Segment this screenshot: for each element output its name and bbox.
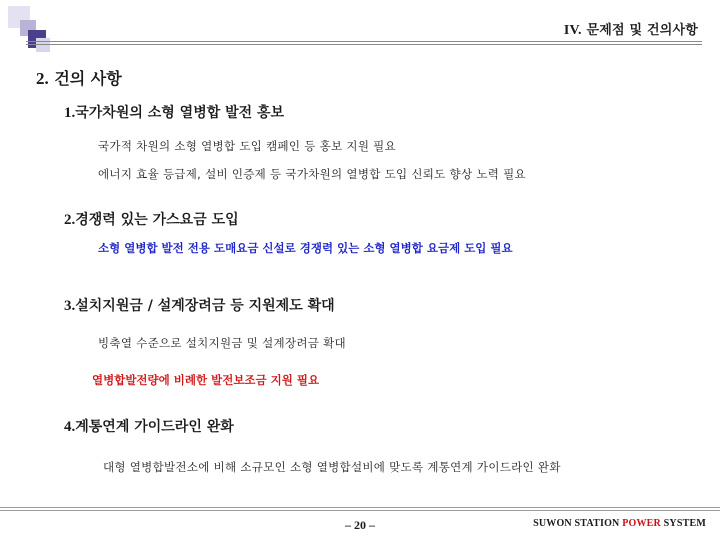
footer-brand (533, 518, 706, 529)
item-number: 3. (64, 298, 76, 314)
item-number: 2. (64, 212, 76, 228)
item-line: 빙축열 수준으로 설치지원금 및 설계장려금 확대 (98, 336, 346, 350)
header-divider (26, 41, 702, 42)
item-heading (64, 416, 234, 436)
item-title: 계통연계 가이드라인 완화 (75, 419, 234, 435)
item-line: 국가적 차원의 소형 열병합 도입 캠페인 등 홍보 지원 필요 (98, 139, 397, 153)
brand-text-2: SYSTEM (660, 518, 706, 529)
item-number: 4. (64, 419, 76, 435)
item-line: 대형 열병합발전소에 비해 소규모인 소형 열병합설비에 맞도록 계통연계 가이드라인 완화 (103, 460, 561, 474)
page-header-title (564, 19, 698, 39)
page-number: – 20 – (345, 518, 375, 532)
item-line: 에너지 효율 등급제, 설비 인증제 등 국가차원의 열병합 도입 신뢰도 향상 노력 필요 (98, 167, 526, 181)
item-line-highlight: 열병합발전량에 비례한 발전보조금 지원 필요 (92, 373, 320, 387)
item-heading (64, 209, 239, 229)
brand-text-accent: POWER (622, 518, 661, 529)
section-title-text: 건의 사항 (54, 69, 122, 88)
header-title-text: 문제점 및 건의사항 (586, 23, 698, 38)
item-number: 1. (64, 105, 76, 121)
header-roman-numeral: IV. (563, 23, 582, 38)
item-line-highlight: 소형 열병합 발전 전용 도매요금 신설로 경쟁력 있는 소형 열병합 요금제 도입 필요 (98, 241, 513, 255)
section-title (36, 66, 122, 89)
footer-divider (0, 510, 720, 511)
section-number: 2. (36, 69, 49, 88)
item-title: 경쟁력 있는 가스요금 도입 (75, 212, 239, 228)
brand-text-1: SUWON STATION (533, 518, 623, 529)
item-heading (64, 102, 284, 122)
item-heading (64, 295, 335, 315)
item-title: 국가차원의 소형 열병합 발전 홍보 (75, 105, 285, 121)
header-divider (26, 44, 702, 45)
footer-divider (0, 507, 720, 508)
item-title: 설치지원금 / 설계장려금 등 지원제도 확대 (75, 298, 335, 314)
